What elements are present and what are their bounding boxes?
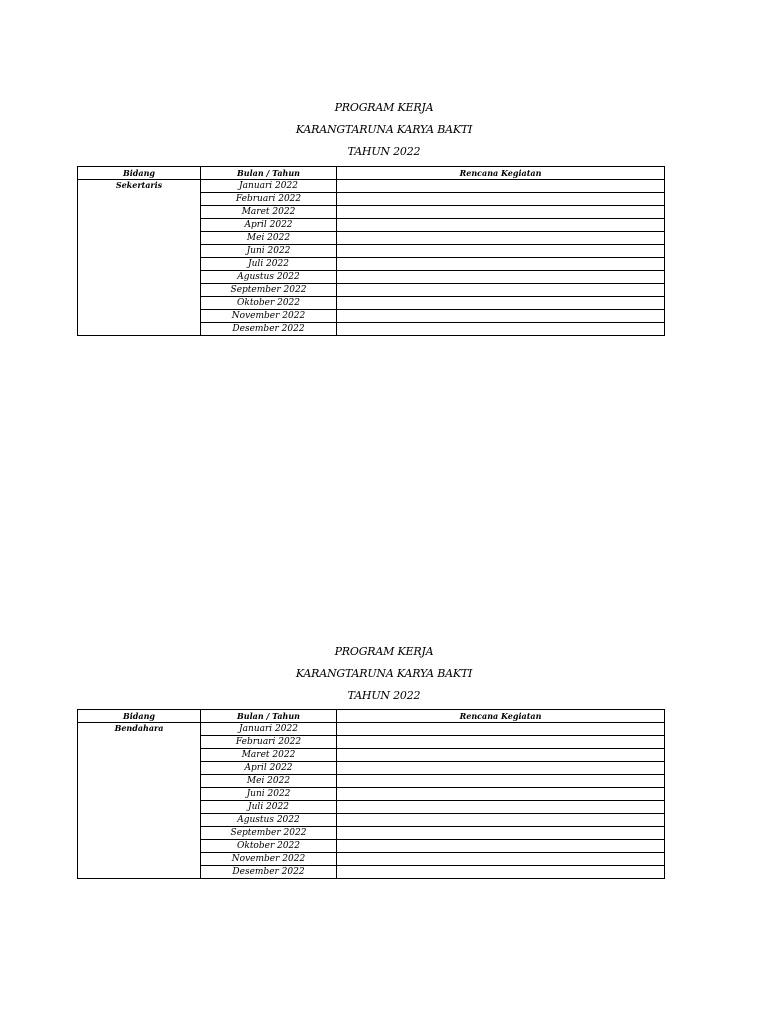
- month-cell: Januari 2022: [201, 180, 337, 193]
- rencana-cell[interactable]: [337, 232, 665, 245]
- month-cell: Oktober 2022: [201, 297, 337, 310]
- month-cell: Agustus 2022: [201, 271, 337, 284]
- title-organization: KARANGTARUNA KARYA BAKTI: [295, 123, 473, 136]
- month-cell: Februari 2022: [201, 193, 337, 206]
- rencana-cell[interactable]: [337, 814, 665, 827]
- rencana-cell[interactable]: [337, 853, 665, 866]
- table-header-row: [78, 710, 665, 723]
- month-cell: Mei 2022: [201, 232, 337, 245]
- rencana-cell[interactable]: [337, 206, 665, 219]
- rencana-cell[interactable]: [337, 775, 665, 788]
- rencana-cell[interactable]: [337, 801, 665, 814]
- month-cell: September 2022: [201, 284, 337, 297]
- rencana-cell[interactable]: [337, 866, 665, 879]
- month-cell: Juni 2022: [201, 245, 337, 258]
- header-bulan-tahun: Bulan / Tahun: [201, 167, 337, 180]
- month-cell: Juni 2022: [201, 788, 337, 801]
- title-organization: KARANGTARUNA KARYA BAKTI: [295, 667, 473, 680]
- rencana-cell[interactable]: [337, 840, 665, 853]
- month-cell: Desember 2022: [201, 323, 337, 336]
- rencana-cell[interactable]: [337, 723, 665, 736]
- program-table: [77, 709, 665, 879]
- month-cell: Oktober 2022: [201, 840, 337, 853]
- rencana-cell[interactable]: [337, 193, 665, 206]
- header-rencana-kegiatan: Rencana Kegiatan: [337, 167, 665, 180]
- table-header-row: [78, 167, 665, 180]
- month-cell: April 2022: [201, 219, 337, 232]
- title-year: TAHUN 2022: [347, 689, 421, 702]
- rencana-cell[interactable]: [337, 297, 665, 310]
- rencana-cell[interactable]: [337, 827, 665, 840]
- rencana-cell[interactable]: [337, 271, 665, 284]
- table-row: [78, 723, 665, 736]
- month-cell: Mei 2022: [201, 775, 337, 788]
- rencana-cell[interactable]: [337, 310, 665, 323]
- rencana-cell[interactable]: [337, 219, 665, 232]
- rencana-cell[interactable]: [337, 258, 665, 271]
- table-row: [78, 180, 665, 193]
- month-cell: Januari 2022: [201, 723, 337, 736]
- month-cell: Juli 2022: [201, 258, 337, 271]
- month-cell: Februari 2022: [201, 736, 337, 749]
- month-cell: September 2022: [201, 827, 337, 840]
- title-program-kerja: PROGRAM KERJA: [334, 645, 434, 658]
- month-cell: Agustus 2022: [201, 814, 337, 827]
- header-rencana-kegiatan: Rencana Kegiatan: [337, 710, 665, 723]
- month-cell: Juli 2022: [201, 801, 337, 814]
- month-cell: November 2022: [201, 853, 337, 866]
- header-bidang: Bidang: [78, 167, 201, 180]
- rencana-cell[interactable]: [337, 749, 665, 762]
- rencana-cell[interactable]: [337, 788, 665, 801]
- rencana-cell[interactable]: [337, 180, 665, 193]
- rencana-cell[interactable]: [337, 245, 665, 258]
- month-cell: April 2022: [201, 762, 337, 775]
- rencana-cell[interactable]: [337, 323, 665, 336]
- program-table: [77, 166, 665, 336]
- bidang-cell: Sekertaris: [78, 180, 201, 336]
- month-cell: Desember 2022: [201, 866, 337, 879]
- month-cell: Maret 2022: [201, 749, 337, 762]
- title-program-kerja: PROGRAM KERJA: [334, 101, 434, 114]
- header-bidang: Bidang: [78, 710, 201, 723]
- rencana-cell[interactable]: [337, 284, 665, 297]
- month-cell: November 2022: [201, 310, 337, 323]
- rencana-cell[interactable]: [337, 736, 665, 749]
- title-year: TAHUN 2022: [347, 145, 421, 158]
- header-bulan-tahun: Bulan / Tahun: [201, 710, 337, 723]
- rencana-cell[interactable]: [337, 762, 665, 775]
- bidang-cell: Bendahara: [78, 723, 201, 879]
- month-cell: Maret 2022: [201, 206, 337, 219]
